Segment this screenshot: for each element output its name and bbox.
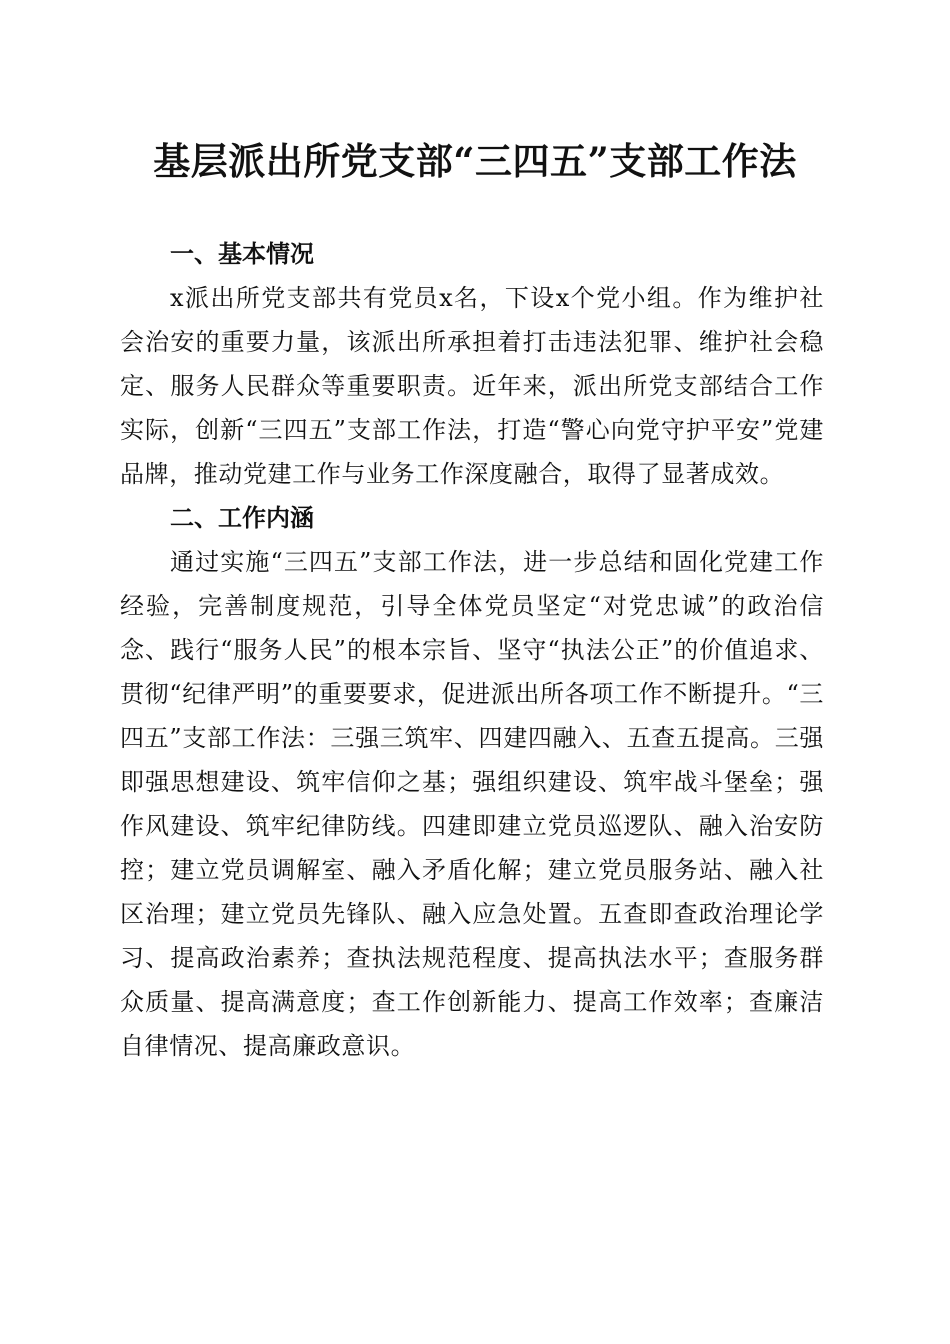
section-paragraph-basic-situation: x派出所党支部共有党员x名，下设x个党小组。作为维护社会治安的重要力量，该派出所承担着打击违法犯罪、维护社会稳定、服务人民群众等重要职责。近年来，派出所党支部结合工作实际，创新“三四五”支部工作法，打造“警心向党守护平安”党建品牌，推动党建工作与业务工作深度融合，取得了显著成效。 [120,284,824,488]
section-heading-work-connotation: 二、工作内涵 [170,504,314,532]
section-heading-basic-situation: 一、基本情况 [170,240,314,268]
section-paragraph-work-connotation: 通过实施“三四五”支部工作法，进一步总结和固化党建工作经验，完善制度规范，引导全体党员坚定“对党忠诚”的政治信念、践行“服务人民”的根本宗旨、坚守“执法公正”的价值追求、贯彻“纪律严明”的重要要求，促进派出所各项工作不断提升。“三四五”支部工作法：三强三筑牢、四建四融入、五查五提高。三强即强思想建设、筑牢信仰之基；强组织建设、筑牢战斗堡垒；强作风建设、筑牢纪律防线。四建即建立党员巡逻队、融入治安防控；建立党员调解室、融入矛盾化解；建立党员服务站、融入社区治理；建立党员先锋队、融入应急处置。五查即查政治理论学习、提高政治素养；查执法规范程度、提高执法水平；查服务群众质量、提高满意度；查工作创新能力、提高工作效率；查廉洁自律情况、提高廉政意识。 [120,548,824,1060]
document-title: 基层派出所党支部“三四五”支部工作法 [153,139,797,183]
document-body [120,232,824,1068]
